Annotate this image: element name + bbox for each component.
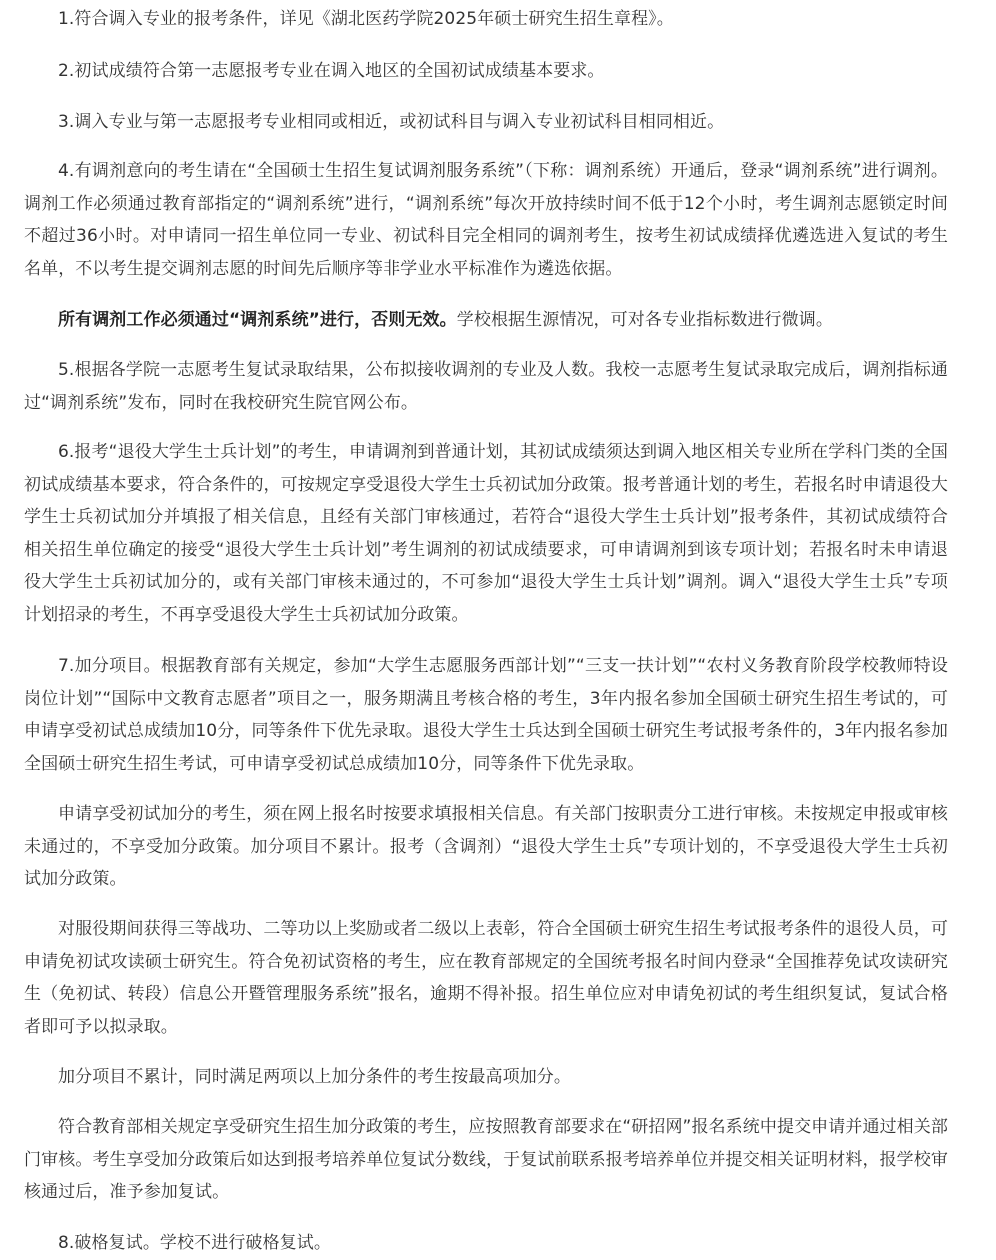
paragraph-exemption: 对服役期间获得三等战功、二等功以上奖励或者二级以上表彰，符合全国硕士研究生招生考试报考条件的退役人员，可申请免初试攻读硕士研究生。符合免初试资格的考生，应在教育部规定的全国统考报名时间内登录“全国推荐免试攻读研究生（免初试、转段）信息公开暨管理服务系统”报名，逾期不得补报。招生单位应对申请免初试的考生组织复试，复试合格者即可予以拟录取。 bbox=[24, 919, 948, 1037]
paragraph-item-1: 1.符合调入专业的报考条件，详见《湖北医药学院2025年硕士研究生招生章程》。 bbox=[58, 9, 674, 29]
paragraph-adjustment-notice bbox=[24, 304, 833, 337]
paragraph-item-8: 8.破格复试。学校不进行破格复试。 bbox=[58, 1233, 331, 1253]
paragraph-item-7: 7.加分项目。根据教育部有关规定，参加“大学生志愿服务西部计划”“三支一扶计划”“农村义务教育阶段学校教师特设岗位计划”“国际中文教育志愿者”项目之一，服务期满且考核合格的考生，3年内报名参加全国硕士研究生招生考试的，可申请享受初试总成绩加10分，同等条件下优先录取。退役大学生士兵达到全国硕士研究生考试报考条件的，3年内报名参加全国硕士研究生招生考试，可申请享受初试总成绩加10分，同等条件下优先录取。 bbox=[24, 656, 948, 774]
paragraph-item-3: 3.调入专业与第一志愿报考专业相同或相近，或初试科目与调入专业初试科目相同相近。 bbox=[58, 112, 725, 132]
paragraph-item-4: 4.有调剂意向的考生请在“全国硕士生招生复试调剂服务系统”（下称：调剂系统）开通后，登录“调剂系统”进行调剂。调剂工作必须通过教育部指定的“调剂系统”进行，“调剂系统”每次开放持续时间不低于12个小时，考生调剂志愿锁定时间不超过36小时。对申请同一招生单位同一专业、初试科目完全相同的调剂考生，按考生初试成绩择优遴选进入复试的考生名单，不以考生提交调剂志愿的时间先后顺序等非学业水平标准作为遴选依据。 bbox=[24, 161, 948, 279]
paragraph-bonus-noncumulative: 加分项目不累计，同时满足两项以上加分条件的考生按最高项加分。 bbox=[58, 1067, 571, 1087]
paragraph-bonus-application: 申请享受初试加分的考生，须在网上报名时按要求填报相关信息。有关部门按职责分工进行审核。未按规定申报或审核未通过的，不享受加分政策。加分项目不累计。报考（含调剂）“退役大学生士兵”专项计划的，不享受退役大学生士兵初试加分政策。 bbox=[24, 804, 948, 889]
bold-warning-text: 所有调剂工作必须通过“调剂系统”进行，否则无效。 bbox=[58, 310, 457, 330]
paragraph-item-5: 5.根据各学院一志愿考生复试录取结果，公布拟接收调剂的专业及人数。我校一志愿考生复试录取完成后，调剂指标通过“调剂系统”发布，同时在我校研究生院官网公布。 bbox=[24, 360, 948, 413]
paragraph-item-6: 6.报考“退役大学生士兵计划”的考生，申请调剂到普通计划，其初试成绩须达到调入地区相关专业所在学科门类的全国初试成绩基本要求，符合条件的，可按规定享受退役大学生士兵初试加分政策。报考普通计划的考生，若报名时申请退役大学生士兵初试加分并填报了相关信息，且经有关部门审核通过，若符合“退役大学生士兵计划”报考条件，其初试成绩符合相关招生单位确定的接受“退役大学生士兵计划”考生调剂的初试成绩要求，可申请调剂到该专项计划；若报名时未申请退役大学生士兵初试加分的，或有关部门审核未通过的，不可参加“退役大学生士兵计划”调剂。调入“退役大学生士兵”专项计划招录的考生，不再享受退役大学生士兵初试加分政策。 bbox=[24, 442, 948, 625]
paragraph-item-2: 2.初试成绩符合第一志愿报考专业在调入地区的全国初试成绩基本要求。 bbox=[58, 61, 605, 81]
paragraph-bonus-policy: 符合教育部相关规定享受研究生招生加分政策的考生，应按照教育部要求在“研招网”报名系统中提交申请并通过相关部门审核。考生享受加分政策后如达到报考培养单位复试分数线，于复试前联系报考培养单位并提交相关证明材料，报学校审核通过后，准予参加复试。 bbox=[24, 1117, 948, 1202]
adjustment-note-text: 学校根据生源情况，可对各专业指标数进行微调。 bbox=[456, 310, 833, 330]
